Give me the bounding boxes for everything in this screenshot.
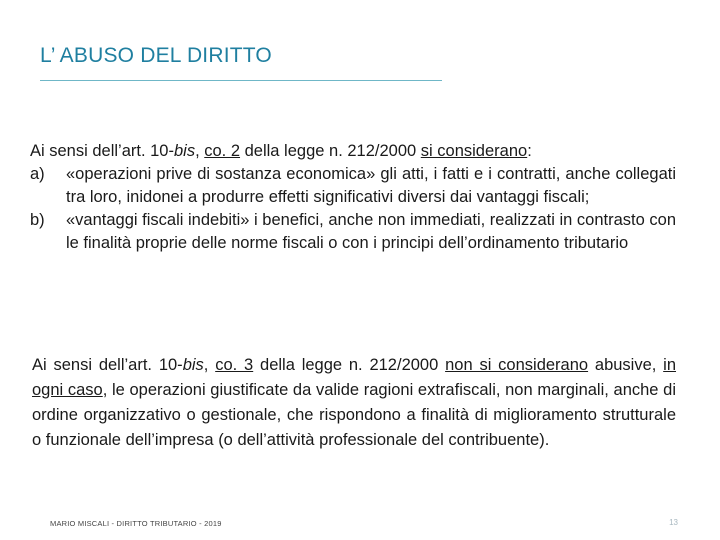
list-marker: b) xyxy=(30,211,45,229)
paragraph-co2 xyxy=(30,140,676,255)
co3-text-e: , le operazioni giustificate da valide ragioni extrafiscali, non marginali, anche di ordine organizzativo o gestionale, che rispondono a finalità di miglioramento strutturale o funzionale dell’impresa (o dell’attività professionale del contribuente). xyxy=(32,380,676,449)
bis-italic: bis xyxy=(182,355,204,374)
list-item-text: «operazioni prive di sostanza economica» gli atti, i fatti e i contratti, anche collegati tra loro, inidonei a produrre effetti significativi diversi dai vantaggi fiscali; xyxy=(66,165,676,206)
list-item-text: «vantaggi fiscali indebiti» i benefici, anche non immediati, realizzati in contrasto con le finalità proprie delle norme fiscali o con i principi dell’ordinamento tributario xyxy=(66,211,676,252)
co3-text-c: della legge n. 212/2000 xyxy=(253,355,446,374)
non-si-considerano-underlined: non si considerano xyxy=(445,355,589,374)
in-ogni-caso-underlined: in ogni caso xyxy=(32,355,677,399)
intro-text-b: , xyxy=(195,142,205,160)
co3-underlined: co. 3 xyxy=(215,355,254,374)
intro-text-a: Ai sensi dell’art. 10- xyxy=(30,142,174,160)
list-item xyxy=(30,209,676,255)
intro-text-d: : xyxy=(527,142,532,160)
co3-text-a: Ai sensi dell’art. 10- xyxy=(32,355,183,374)
bis-italic: bis xyxy=(173,142,196,160)
definitions-list xyxy=(30,163,676,255)
co2-underlined: co. 2 xyxy=(204,142,241,160)
intro-text-c: della legge n. 212/2000 xyxy=(240,142,421,160)
slide-title: L’ ABUSO DEL DIRITTO xyxy=(40,44,272,67)
footer-text: MARIO MISCALI - DIRITTO TRIBUTARIO - 2019 xyxy=(50,519,222,528)
page-number: 13 xyxy=(669,518,678,527)
intro-sentence xyxy=(30,140,676,163)
title-underline xyxy=(40,80,442,81)
co3-text-d: abusive, xyxy=(588,355,664,374)
list-item xyxy=(30,163,676,209)
paragraph-co3 xyxy=(32,353,676,453)
co3-text-b: , xyxy=(203,355,216,374)
si-considerano-underlined: si considerano xyxy=(420,142,528,160)
list-marker: a) xyxy=(30,165,45,183)
